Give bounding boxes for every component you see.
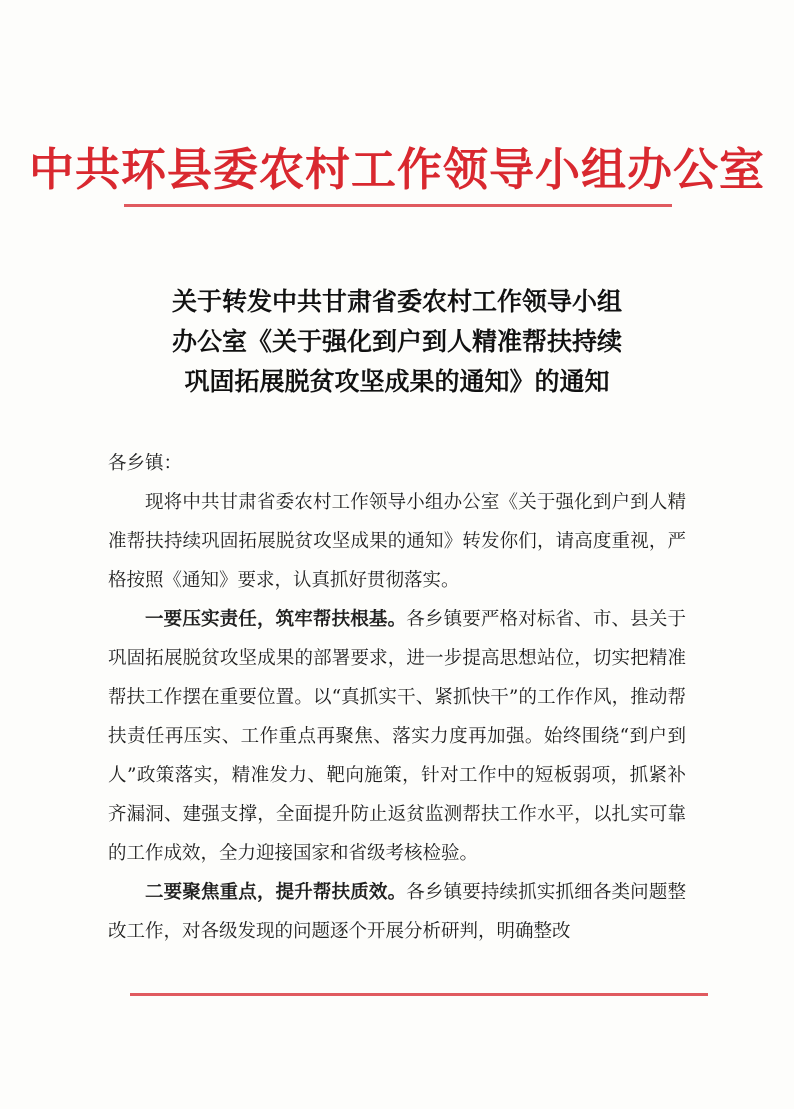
document-title <box>100 282 694 402</box>
section-paragraph-2 <box>108 873 686 951</box>
document-title-line-1: 关于转发中共甘肃省委农村工作领导小组 <box>171 287 622 316</box>
document-title-line-3: 巩固拓展脱贫攻坚成果的通知》的通知 <box>184 367 610 396</box>
issuing-organization-header: 中共环县委农村工作领导小组办公室 <box>28 143 765 196</box>
header-red-rule <box>124 204 672 207</box>
section-1-lead: 一要压实责任，筑牢帮扶根基。 <box>145 609 407 630</box>
section-1-text: 各乡镇要严格对标省、市、县关于巩固拓展脱贫攻坚成果的部署要求，进一步提高思想站位，切实把精准帮扶工作摆在重要位置。以“真抓实干、紧抓快干”的工作作风，推动帮扶责任再压实、工作重点再聚焦、落实力度再加强。始终围绕“到户到人”政策落实，精准发力、靶向施策，针对工作中的短板弱项，抓紧补齐漏洞、建强支撑，全面提升防止返贫监测帮扶工作水平，以扎实可靠的工作成效，全力迎接国家和省级考核检验。 <box>108 609 686 864</box>
footer-red-rule <box>130 993 708 996</box>
section-paragraph-1 <box>108 600 686 873</box>
intro-paragraph: 现将中共甘肃省委农村工作领导小组办公室《关于强化到户到人精准帮扶持续巩固拓展脱贫攻坚成果的通知》转发你们，请高度重视，严格按照《通知》要求，认真抓好贯彻落实。 <box>108 492 686 591</box>
section-2-text: 各乡镇要持续抓实抓细各类问题整改工作，对各级发现的问题逐个开展分析研判，明确整改 <box>108 882 686 942</box>
section-2-lead: 二要聚焦重点，提升帮扶质效。 <box>145 882 407 903</box>
document-title-line-2: 办公室《关于强化到户到人精准帮扶持续 <box>171 327 622 356</box>
salutation: 各乡镇： <box>108 453 183 474</box>
document-body <box>108 444 686 951</box>
